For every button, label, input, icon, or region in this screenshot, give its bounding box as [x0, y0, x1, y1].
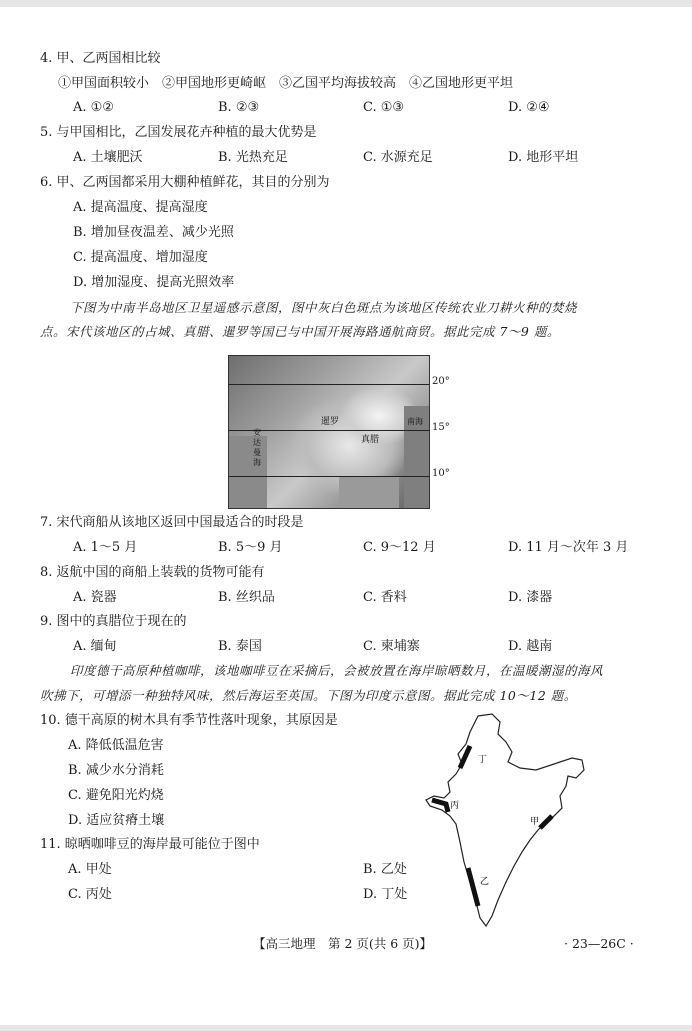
india-outline-map: [420, 712, 590, 932]
label-bing: 丙: [450, 801, 460, 811]
label-south-china-sea: 南海: [407, 417, 423, 426]
segment-jia: [540, 816, 552, 828]
lat-label-10: 10°: [432, 468, 450, 479]
q5-option-d[interactable]: D. 地形平坦: [508, 150, 579, 165]
q4-option-b[interactable]: B. ②③: [218, 100, 260, 115]
q8-option-a[interactable]: A. 瓷器: [73, 590, 117, 605]
q9-stem: 9. 图中的真腊位于现在的: [40, 614, 187, 629]
lat-label-20: 20°: [432, 376, 450, 387]
q9-option-c[interactable]: C. 柬埔寨: [363, 639, 420, 654]
q5-option-b[interactable]: B. 光热充足: [218, 150, 288, 165]
label-andaman-sea: 安达曼海: [253, 428, 261, 467]
q8-stem: 8. 返航中国的商船上装载的货物可能有: [40, 565, 265, 580]
latitude-line-20: [229, 384, 429, 385]
q4-option-d[interactable]: D. ②④: [508, 100, 550, 115]
q10-stem: 10. 德干高原的树木具有季节性落叶现象，其原因是: [40, 713, 338, 728]
top-border: [0, 0, 692, 7]
q4-option-c[interactable]: C. ①③: [363, 100, 405, 115]
q4-stem: 4. 甲、乙两国相比较: [40, 51, 161, 66]
label-yi: 乙: [480, 877, 490, 887]
lat-label-15: 15°: [432, 422, 450, 433]
q9-option-a[interactable]: A. 缅甸: [73, 639, 117, 654]
q8-option-d[interactable]: D. 漆器: [508, 590, 553, 605]
segment-bing: [432, 800, 448, 812]
intro1-line2: 点。宋代该地区的占城、真腊、暹罗等国已与中国开展海路通航商贸。据此完成 7～9 题。: [40, 324, 560, 339]
label-siam: 暹罗: [321, 417, 340, 427]
q10-option-b[interactable]: B. 减少水分消耗: [68, 763, 164, 778]
q6-option-d[interactable]: D. 增加湿度、提高光照效率: [73, 275, 235, 290]
intro1-line1: 下图为中南半岛地区卫星遥感示意图，图中灰白色斑点为该地区传统农业刀耕火种的焚烧: [70, 300, 578, 315]
gulf-area: [339, 476, 399, 508]
latitude-line-10: [229, 476, 429, 477]
q5-option-c[interactable]: C. 水源充足: [363, 150, 433, 165]
footer-code: · 23—26C ·: [564, 936, 634, 951]
q11-option-a[interactable]: A. 甲处: [68, 862, 112, 877]
q8-option-c[interactable]: C. 香料: [363, 590, 407, 605]
q8-option-b[interactable]: B. 丝织品: [218, 590, 275, 605]
q6-stem: 6. 甲、乙两国都采用大棚种植鲜花，其目的分别为: [40, 175, 330, 190]
q4-statements: ①甲国面积较小 ②甲国地形更崎岖 ③乙国平均海拔较高 ④乙国地形更平坦: [58, 76, 514, 91]
label-zhenla: 真腊: [361, 435, 380, 445]
q7-option-a[interactable]: A. 1～5 月: [73, 540, 138, 555]
q6-option-b[interactable]: B. 增加昼夜温差、减少光照: [73, 225, 234, 240]
q11-option-b[interactable]: B. 乙处: [363, 862, 407, 877]
label-ding: 丁: [478, 755, 488, 765]
q6-option-a[interactable]: A. 提高温度、提高湿度: [73, 200, 208, 215]
q10-option-d[interactable]: D. 适应贫瘠土壤: [68, 813, 165, 828]
indochina-satellite-map: [228, 355, 430, 509]
label-jia: 甲: [530, 817, 540, 827]
q7-option-b[interactable]: B. 5～9 月: [218, 540, 283, 555]
q5-stem: 5. 与甲国相比，乙国发展花卉种植的最大优势是: [40, 125, 317, 140]
q11-option-c[interactable]: C. 丙处: [68, 887, 112, 902]
bottom-border: [0, 1025, 692, 1031]
q5-option-a[interactable]: A. 土壤肥沃: [73, 150, 143, 165]
footer-page-info: 【高三地理 第 2 页(共 6 页)】: [253, 936, 433, 951]
q7-option-c[interactable]: C. 9～12 月: [363, 540, 436, 555]
q6-option-c[interactable]: C. 提高温度、增加湿度: [73, 250, 208, 265]
q4-option-a[interactable]: A. ①②: [73, 100, 114, 115]
q11-option-d[interactable]: D. 丁处: [363, 887, 408, 902]
q10-option-a[interactable]: A. 降低低温危害: [68, 738, 164, 753]
intro2-line1: 印度德干高原种植咖啡，该地咖啡豆在采摘后，会被放置在海岸晾晒数月，在温暖潮湿的海风: [70, 663, 604, 678]
q7-stem: 7. 宋代商船从该地区返回中国最适合的时段是: [40, 515, 304, 530]
india-border: [426, 714, 584, 926]
q9-option-d[interactable]: D. 越南: [508, 639, 553, 654]
q10-option-c[interactable]: C. 避免阳光灼烧: [68, 788, 164, 803]
q7-option-d[interactable]: D. 11 月～次年 3 月: [508, 540, 629, 555]
segment-yi: [468, 868, 478, 906]
q9-option-b[interactable]: B. 泰国: [218, 639, 262, 654]
intro2-line2: 吹拂下，可增添一种独特风味，然后海运至英国。下图为印度示意图。据此完成 10～12 题。: [40, 688, 577, 703]
q11-stem: 11. 晾晒咖啡豆的海岸最可能位于图中: [40, 837, 260, 852]
